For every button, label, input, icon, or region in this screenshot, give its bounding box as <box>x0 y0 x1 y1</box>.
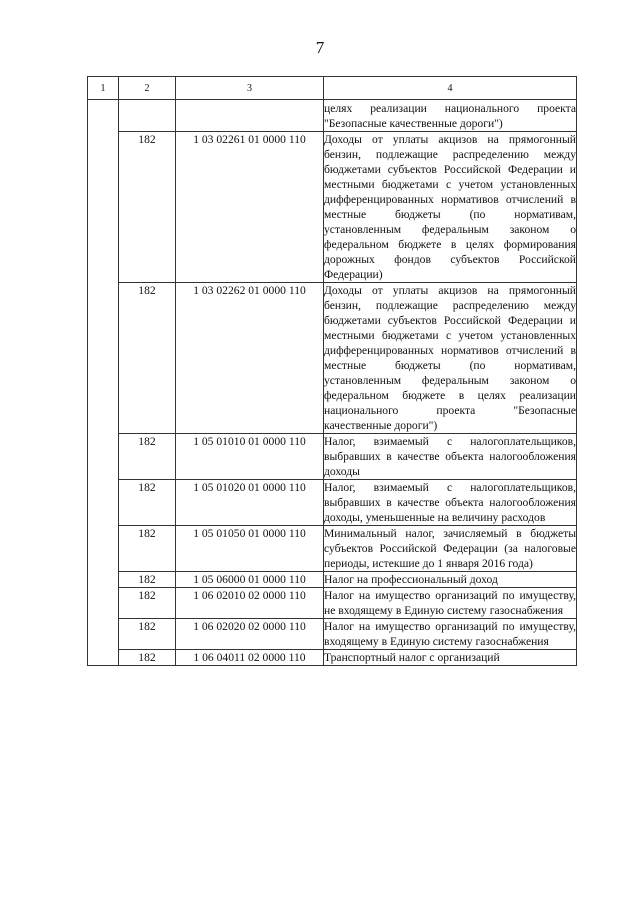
budget-classification-code-cell: 1 05 01010 01 0000 110 <box>176 434 324 480</box>
column-header-1: 1 <box>88 77 119 100</box>
revenue-description-cell: Доходы от уплаты акцизов на прямогонный бензин, подлежащие распределению между бюджетами субъектов Российской Федерации и местными бюджетами с учетом установленных дифференцированных нормативов отчислений в местные бюджеты (по нормативам, установленным федеральным законом о федеральном бюджете в целях формирования дорожных фондов субъектов Российской Федерации) <box>324 133 576 281</box>
revenue-description-cell: Минимальный налог, зачисляемый в бюджеты субъектов Российской Федерации (за налоговые периоды, истекшие до 1 января 2016 года) <box>324 527 576 570</box>
budget-classification-code-cell: 1 06 02020 02 0000 110 <box>176 619 324 650</box>
revenue-description-cell: Доходы от уплаты акцизов на прямогонный бензин, подлежащие распределению между бюджетами субъектов Российской Федерации и местными бюджетами с учетом установленных дифференцированных нормативов отчислений в местные бюджеты (по нормативам, установленным федеральным законом о федеральном бюджете в целях реализации национального проекта "Безопасные качественные дороги") <box>324 284 576 432</box>
table-row <box>88 434 577 480</box>
administrator-code-cell: 182 <box>119 283 176 434</box>
revenue-description-cell: Налог, взимаемый с налогоплательщиков, выбравших в качестве объекта налогообложения доходы, уменьшенные на величину расходов <box>324 481 576 524</box>
administrator-code-cell: 182 <box>119 480 176 526</box>
administrator-code-cell: 182 <box>119 572 176 588</box>
table-row <box>88 480 577 526</box>
column-header-2: 2 <box>119 77 176 100</box>
table-row <box>88 619 577 650</box>
table-header-row <box>88 77 577 100</box>
page-number: 7 <box>315 38 325 57</box>
column-header-3: 3 <box>176 77 324 100</box>
budget-classification-code-cell: 1 05 01020 01 0000 110 <box>176 480 324 526</box>
budget-classification-code-cell: 1 05 01050 01 0000 110 <box>176 526 324 572</box>
budget-classification-code-cell: 1 03 02261 01 0000 110 <box>176 132 324 283</box>
column-header-4: 4 <box>324 77 577 100</box>
revenue-classification-table <box>87 76 577 666</box>
administrator-code-cell: 182 <box>119 434 176 480</box>
column-1-cell <box>88 100 119 666</box>
budget-classification-code-cell: 1 03 02262 01 0000 110 <box>176 283 324 434</box>
administrator-code-cell: 182 <box>119 619 176 650</box>
budget-classification-code-cell: 1 06 04011 02 0000 110 <box>176 650 324 666</box>
revenue-description-cell: Налог на профессиональный доход <box>324 572 577 588</box>
administrator-code-cell: 182 <box>119 650 176 666</box>
revenue-description-cell: Налог на имущество организаций по имуществу, не входящему в Единую систему газоснабжения <box>324 589 576 617</box>
administrator-code-cell: 182 <box>119 132 176 283</box>
budget-classification-code-cell <box>176 100 324 132</box>
revenue-description-cell: целях реализации национального проекта "Безопасные качественные дороги") <box>324 100 577 132</box>
revenue-description-cell: Транспортный налог с организаций <box>324 650 577 666</box>
revenue-description-cell: Налог, взимаемый с налогоплательщиков, выбравших в качестве объекта налогообложения доходы <box>324 435 576 478</box>
table-row <box>88 572 577 588</box>
table-row <box>88 650 577 666</box>
table-row <box>88 588 577 619</box>
table-row <box>88 526 577 572</box>
table-row <box>88 283 577 434</box>
revenue-description-cell: Налог на имущество организаций по имуществу, входящему в Единую систему газоснабжения <box>324 620 576 648</box>
budget-classification-code-cell: 1 05 06000 01 0000 110 <box>176 572 324 588</box>
administrator-code-cell <box>119 100 176 132</box>
table-row-continuation <box>88 100 577 132</box>
administrator-code-cell: 182 <box>119 588 176 619</box>
administrator-code-cell: 182 <box>119 526 176 572</box>
budget-classification-code-cell: 1 06 02010 02 0000 110 <box>176 588 324 619</box>
table-row <box>88 132 577 283</box>
